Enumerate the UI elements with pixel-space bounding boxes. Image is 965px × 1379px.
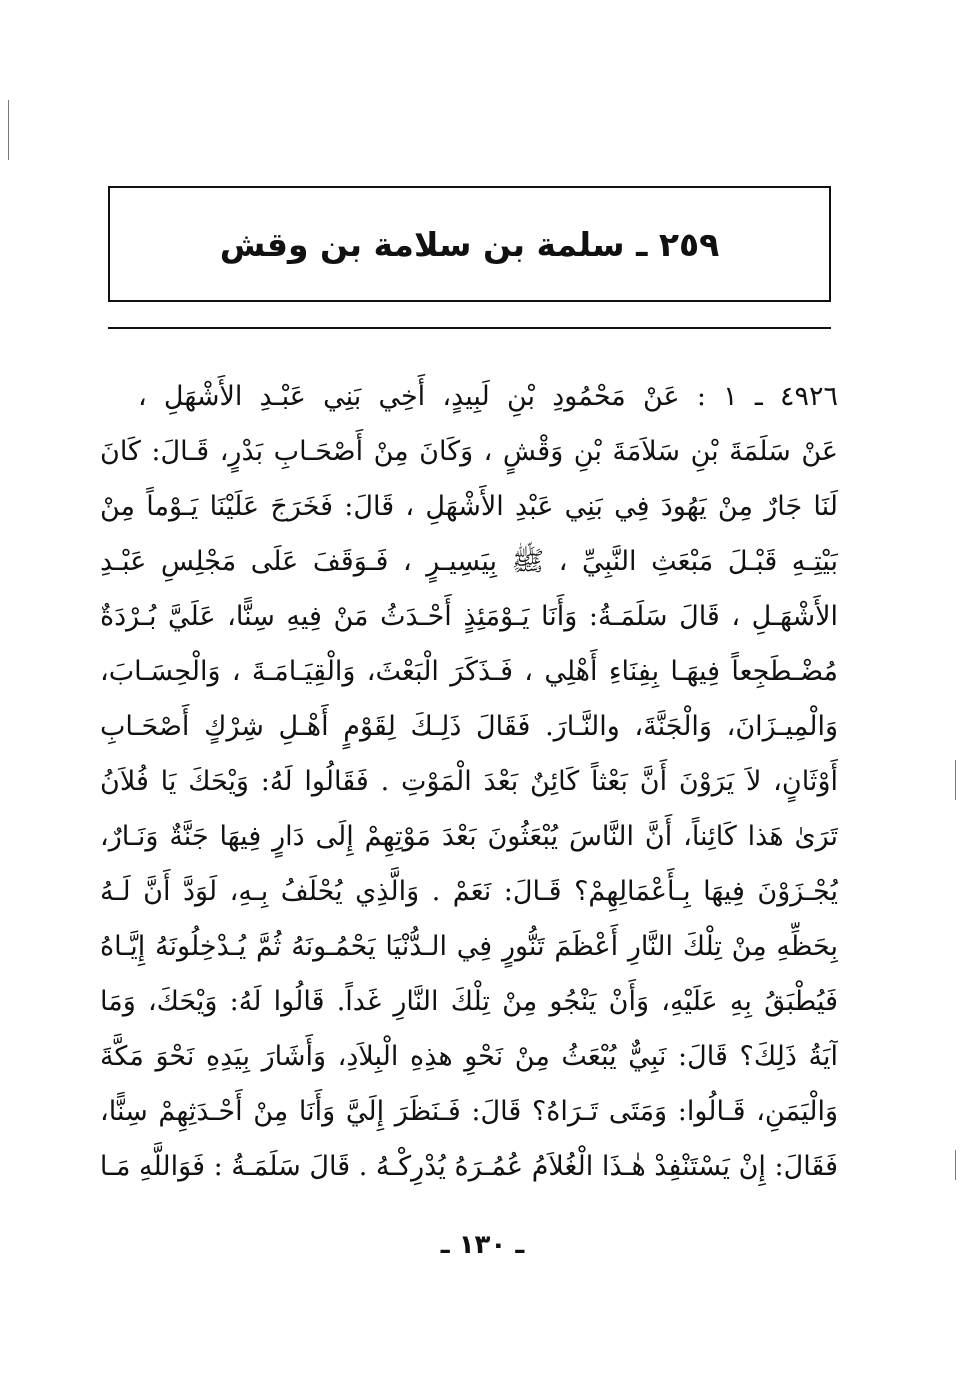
text-line: ٤٩٢٦ ـ ١ : عَنْ مَحْمُودِ بْنِ لَبِيدٍ، أَخِي بَنِي عَبْـدِ الأَشْهَلِ ، <box>138 381 838 412</box>
text-line: بَيْتِـهِ قَبْـلَ مَبْعَثِ النَّبِيِّ ، ﷺ بِيَسِيـرٍ ، فَـوَقَفَ عَلَى مَجْلِسِ عَبْـدِ <box>100 546 838 577</box>
text-line: وَالْيَمَنِ، قَـالُوا: وَمَتَى تَـرَاهُ؟ قَالَ: فَـنَظَرَ إِلَيَّ وَأَنَا مِنْ أَحْـدَثِهِمْ سِنًّا، <box>100 1096 838 1127</box>
chapter-title: ٢٥٩ ـ سلمة بن سلامة بن وقش <box>219 224 720 264</box>
page-number: ـ ١٣٠ ـ <box>440 1230 525 1260</box>
text-line: آيَةُ ذَلِكَ؟ قَالَ: نَبِيٌّ يُبْعَثُ مِنْ نَحْوِ هذِهِ الْبِلاَدِ، وَأَشَارَ بِيَدِهِ نَحْوَ مَكَّةَ <box>100 1041 838 1072</box>
text-line: تَرَىٰ هَذا كَائِناً، أَنَّ النَّاسَ يُبْعَثُونَ بَعْدَ مَوْتِهِمْ إِلَى دَارٍ فِيهَا جَنَّةٌ وَنَـارٌ، <box>100 821 838 852</box>
chapter-title-box <box>108 186 831 302</box>
text-line: الأَشْهَـلِ ، قَالَ سَلَمَـةُ: وَأَنَا يَـوْمَئِذٍ أَحْـدَثُ مَنْ فِيهِ سِنًّا، عَلَيَّ بُـرْدَةٌ <box>100 601 838 632</box>
text-line: وَالْمِيـزَانَ، وَالْجَنَّةَ، والنَّـارَ. فَقَالَ ذَلِـكَ لِقَوْمٍ أَهْـلِ شِرْكٍ أَصْحَـابِ <box>100 711 838 742</box>
text-line: مُضْـطَجِعاً فِيهَـا بِفِنَاءِ أَهْلِي ، فَـذَكَرَ الْبَعْثَ، وَالْقِيَـامَـةَ ، وَالْحِسَـابَ، <box>100 656 838 687</box>
scan-margin-mark <box>955 1150 956 1180</box>
scan-margin-mark <box>8 100 9 160</box>
scan-margin-mark <box>955 760 956 800</box>
text-line: عَنْ سَلَمَةَ بْنِ سَلاَمَةَ بْنِ وَقْشٍ ، وَكَانَ مِنْ أَصْحَـابِ بَدْرٍ، قَـالَ: كَانَ <box>100 436 838 467</box>
text-line: لَنَا جَارٌ مِنْ يَهُودَ فِي بَنِي عَبْدِ الأَشْهَلِ ، قَالَ: فَخَرَجَ عَلَيْنَا يَـوْماً مِنْ <box>100 491 838 522</box>
text-line: فَيُطْبَقُ بِهِ عَلَيْهِ، وَأَنْ يَنْجُو مِنْ تِلْكَ النَّارِ غَداً. قَالُوا لَهُ: وَيْحَكَ، وَمَا <box>100 986 838 1017</box>
text-line: فَقَالَ: إِنْ يَسْتَنْفِدْ هٰـذَا الْغُلاَمُ عُمُـرَهُ يُدْرِكْـهُ . قَالَ سَلَمَـةُ : فَوَاللَّهِ مَـا <box>100 1151 838 1182</box>
text-line: بِحَظِّهِ مِنْ تِلْكَ النَّارِ أَعْظَمَ تَنُّورٍ فِي الـدُّنْيَا يَحْمُـونَهُ ثُمَّ يُـدْخِلُونَهُ إِيَّـاهُ <box>100 931 838 962</box>
text-line: يُجْـزَوْنَ فِيهَا بِـأَعْمَالِهِمْ؟ قَـالَ: نَعَمْ . وَالَّذِي يُحْلَفُ بِـهِ، لَوَدَّ أَنَّ لَـهُ <box>100 876 838 907</box>
text-line: أَوْثَانٍ، لاَ يَرَوْنَ أَنَّ بَعْثاً كَائِنٌ بَعْدَ الْمَوْتِ . فَقَالُوا لَهُ: وَيْحَكَ يَا فُلاَنُ <box>100 766 838 797</box>
header-divider <box>108 327 831 329</box>
